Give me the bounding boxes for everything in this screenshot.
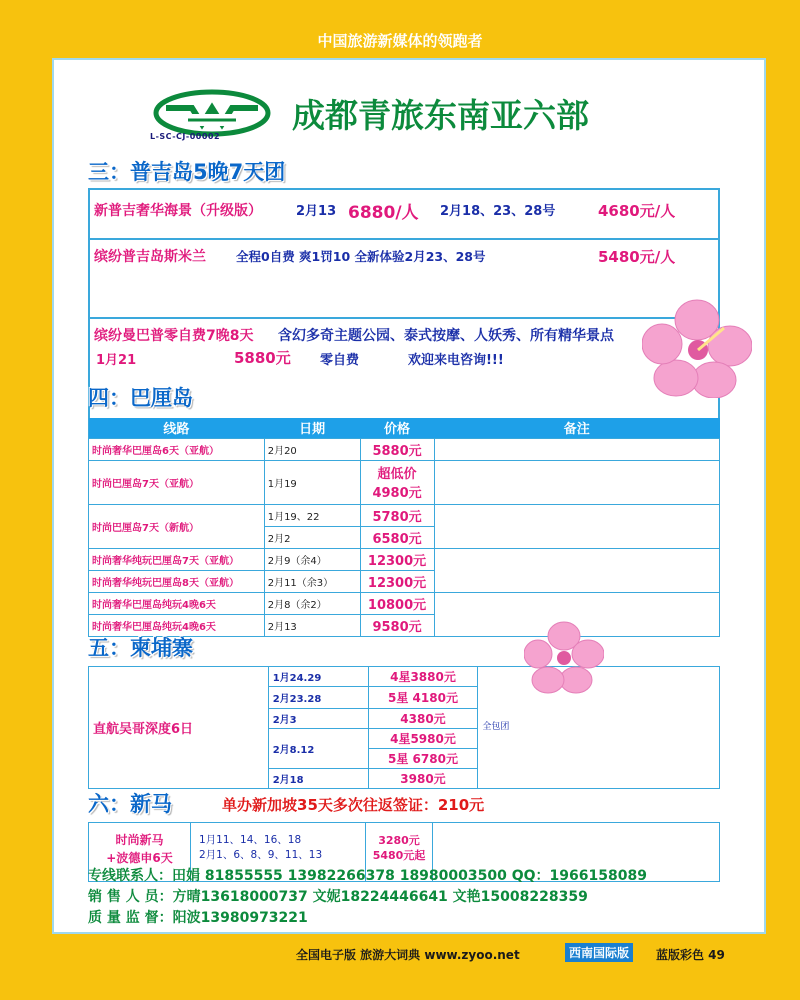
route-cell: 时尚奢华纯玩巴厘岛7天（亚航）: [89, 548, 265, 570]
table-row: [89, 438, 720, 460]
date-cell: 2月23.28: [268, 687, 368, 709]
phuket-price-1: 6880/人: [348, 203, 419, 223]
agency-title: 成都青旅东南亚六部: [292, 96, 589, 135]
phuket-date-2: 2月18、23、28号: [440, 204, 556, 219]
visa-offer: 单办新加坡35天多次往返签证：210元: [222, 796, 485, 814]
hibiscus-flower-icon: [642, 298, 752, 398]
sgmy-route-line: +波德申6天: [106, 851, 173, 865]
price-cell: 4星3880元: [368, 667, 478, 687]
price-cell: 10800元: [360, 592, 434, 614]
cyts-logo-icon: [152, 88, 272, 138]
bangkok-route: 缤纷曼巴普零自费7晚8天: [94, 328, 254, 344]
ad-panel: [52, 58, 766, 934]
phuket-route-2-info: 全程0自费 爽1罚10 全新体验2月23、28号: [236, 249, 486, 264]
col-price: 价格: [360, 418, 434, 438]
bali-header-row: [89, 418, 720, 438]
bangkok-zero-selfpay: 零自费: [320, 353, 360, 368]
cambodia-table: [88, 666, 720, 789]
notes-cell: [434, 548, 719, 592]
phuket-route-2: 缤纷普吉岛斯米兰: [94, 249, 206, 265]
col-notes: 备注: [434, 418, 719, 438]
section-phuket-title: 三：普吉岛5晚7天团: [88, 160, 286, 184]
sgmy-price: 5480元起: [372, 849, 426, 862]
bangkok-call: 欢迎来电咨询!!!: [408, 353, 504, 368]
phuket-date-1: 2月13: [296, 204, 337, 219]
date-cell: 2月20: [264, 438, 360, 460]
footer-page: 蓝版彩色 49: [656, 948, 725, 962]
section-sgmy-title: 六：新马: [88, 792, 172, 816]
date-cell: 2月11（余3）: [264, 570, 360, 592]
bangkok-highlights: 含幻多奇主题公园、泰式按摩、人妖秀、所有精华景点: [278, 328, 614, 344]
sgmy-price: 3280元: [378, 834, 420, 847]
section-cambodia-title: 五：柬埔寨: [88, 636, 193, 660]
route-cell: 时尚奢华纯玩巴厘岛8天（亚航）: [89, 570, 265, 592]
table-row: [89, 667, 720, 687]
date-cell: 1月24.29: [268, 667, 368, 687]
phuket-divider-2: [90, 317, 718, 319]
date-cell: 2月8.12: [268, 729, 368, 769]
top-banner: 中国旅游新媒体的领跑者: [317, 32, 483, 50]
license-number: L-SC-CJ-00002: [150, 132, 221, 141]
phuket-route-1: 新普吉奢华海景（升级版）: [94, 203, 262, 219]
camb-note-line: 全包团: [482, 722, 510, 733]
price-cell: 4380元: [368, 709, 478, 729]
price-cell: 12300元: [360, 548, 434, 570]
sgmy-route-line: 时尚新马: [115, 833, 164, 847]
route-cell: 时尚巴厘岛7天（亚航）: [89, 460, 265, 504]
bangkok-date: 1月21: [96, 353, 137, 368]
table-row: [89, 460, 720, 504]
notes-cell: [434, 504, 719, 548]
phuket-price-2: 4680元/人: [598, 202, 676, 220]
date-cell: 2月8（余2）: [264, 592, 360, 614]
route-cell: 时尚巴厘岛7天（新航）: [89, 504, 265, 548]
date-cell: 2月2: [264, 526, 360, 548]
phuket-price-3: 5480元/人: [598, 248, 676, 266]
route-cell: 时尚奢华巴厘岛纯玩4晚6天: [89, 592, 265, 614]
footer-publication: 全国电子版 旅游大词典 www.zyoo.net: [296, 948, 520, 962]
price-cell: 9580元: [360, 614, 434, 636]
route-cell: 时尚奢华巴厘岛6天（亚航）: [89, 438, 265, 460]
contact-block: [88, 866, 748, 929]
price-cell: 12300元: [360, 570, 434, 592]
table-row: [89, 548, 720, 570]
price-cell: 5星 6780元: [368, 749, 478, 769]
sgmy-dates: [199, 833, 322, 863]
footer-edition-badge: 西南国际版: [565, 943, 633, 962]
date-cell: 1月19、22: [264, 504, 360, 526]
col-route: 线路: [89, 418, 265, 438]
date-cell: 2月13: [264, 614, 360, 636]
section-bali-title: 四：巴厘岛: [88, 386, 193, 410]
price-cell: 5880元: [360, 438, 434, 460]
date-cell: 2月9（余4）: [264, 548, 360, 570]
hibiscus-flower-small-icon: [524, 620, 604, 694]
sgmy-date-line: 1月11、14、16、18: [199, 834, 302, 846]
price-cell: 5星 4180元: [368, 687, 478, 709]
bangkok-price: 5880元: [234, 349, 291, 367]
date-cell: 2月3: [268, 709, 368, 729]
col-date: 日期: [264, 418, 360, 438]
phuket-divider-1: [90, 238, 718, 240]
price-cell: 4星5980元: [368, 729, 478, 749]
contact-line: 专线联系人：田娟 81855555 13982266378 18980003500 QQ：1966158089: [88, 868, 647, 884]
sgmy-date-line: 2月1、6、8、9、11、13: [199, 849, 323, 861]
bali-table: [88, 418, 720, 637]
notes-cell: [434, 438, 719, 460]
contact-line: 质 量 监 督：阳波13980973221: [88, 910, 308, 926]
table-row: [89, 504, 720, 526]
price-cell: 6580元: [360, 526, 434, 548]
route-cell: 时尚奢华巴厘岛纯玩4晚6天: [89, 614, 265, 636]
date-cell: 1月19: [264, 460, 360, 504]
price-cell: 5780元: [360, 504, 434, 526]
price-cell: 3980元: [368, 769, 478, 789]
notes-cell: [434, 460, 719, 504]
contact-line: 销 售 人 员：方晴13618000737 文妮18224446641 文艳15008228359: [88, 889, 588, 905]
price-cell: 超低价 4980元: [360, 460, 434, 504]
date-cell: 2月18: [268, 769, 368, 789]
route-cell: 直航吴哥深度6日: [89, 667, 269, 789]
table-row: [89, 592, 720, 614]
